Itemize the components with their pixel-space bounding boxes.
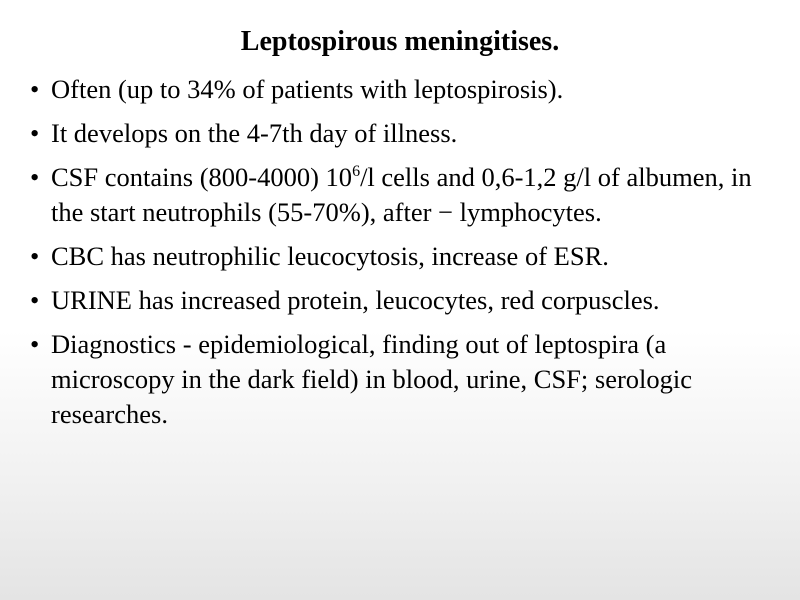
bullet-marker: •	[30, 118, 40, 148]
bullet-marker: •	[30, 241, 40, 271]
bullet-text: It develops on the 4-7th day of illness.	[51, 118, 458, 148]
bullet-marker: •	[30, 74, 40, 104]
bullet-item-onset	[30, 116, 770, 151]
bullet-superscript: 6	[352, 163, 361, 181]
bullet-item-cbc	[30, 239, 770, 274]
bullet-text: CBC has neutrophilic leucocytosis, increase of ESR.	[51, 241, 609, 271]
bullet-list	[30, 72, 770, 441]
bullet-marker: •	[30, 162, 40, 192]
slide-title: Leptospirous meningitises.	[240, 26, 560, 57]
bullet-marker: •	[30, 285, 40, 315]
bullet-item-diagnostics	[30, 327, 770, 432]
bullet-text: Often (up to 34% of patients with leptospirosis).	[51, 74, 564, 104]
bullet-item-incidence	[30, 72, 770, 107]
bullet-text-after: /l cells and 0,6-1,2 g/l of albumen, in the start neutrophils (55-70%), after − lymphocytes.	[51, 162, 752, 227]
bullet-marker: •	[30, 329, 40, 359]
bullet-item-csf	[30, 160, 770, 230]
bullet-text: Diagnostics - epidemiological, finding out of leptospira (a microscopy in the dark field) in blood, urine, CSF; serologic researches.	[51, 329, 693, 429]
bullet-text: URINE has increased protein, leucocytes, red corpuscles.	[51, 285, 660, 315]
bullet-item-urine	[30, 283, 770, 318]
bullet-text-before: CSF contains (800-4000) 10	[51, 162, 353, 192]
